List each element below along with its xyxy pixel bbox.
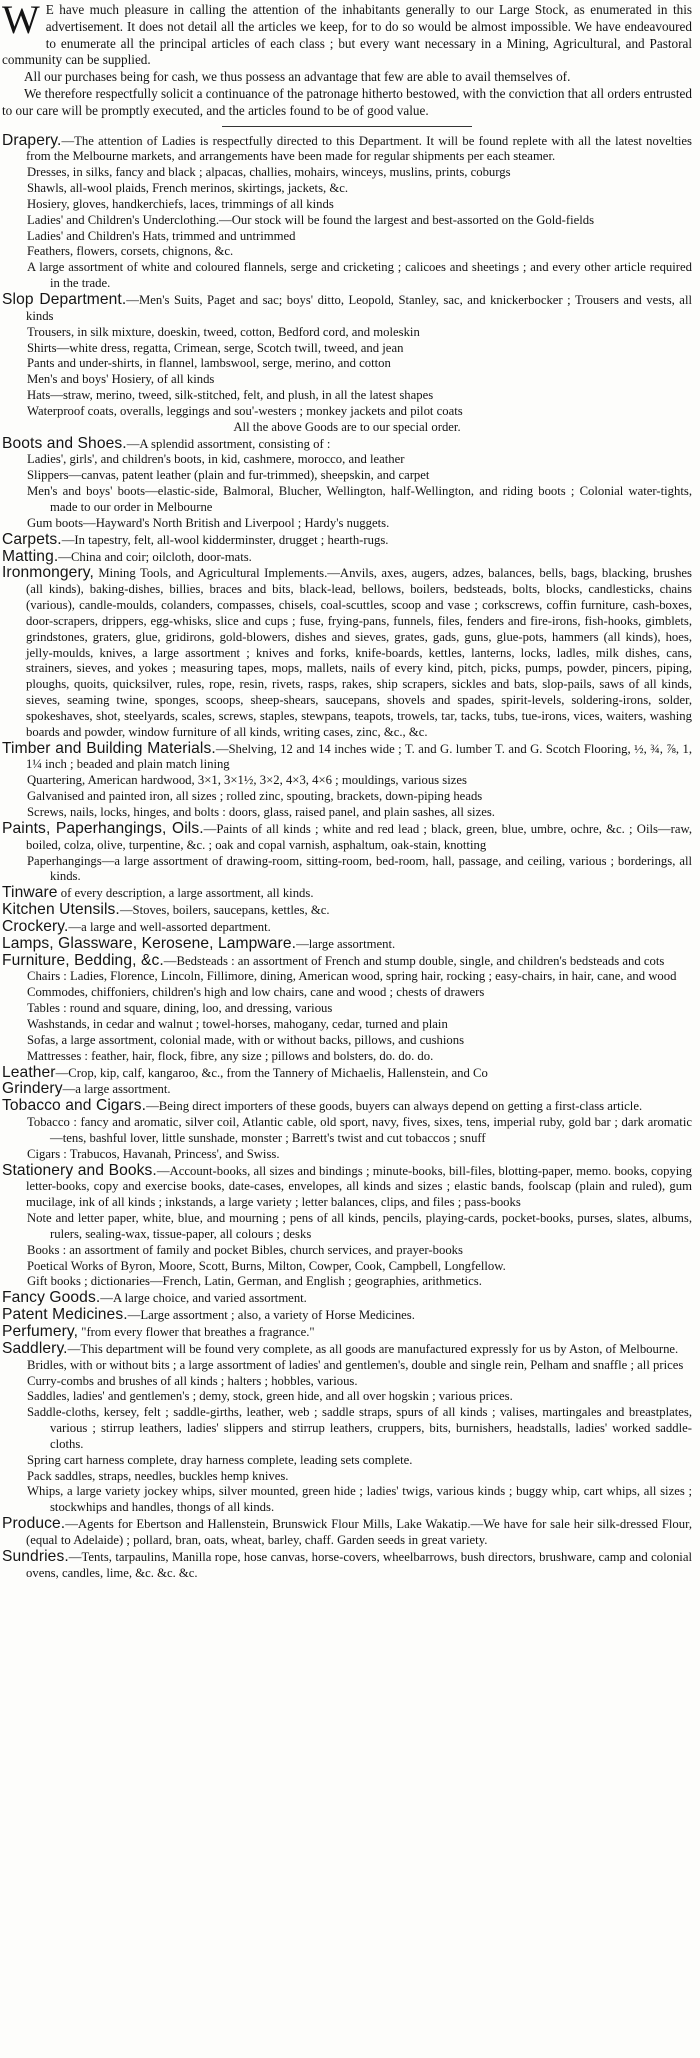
section-description: —In tapestry, felt, all-wool kidderminster, drugget ; hearth-rugs. xyxy=(61,532,389,547)
section-line: Whips, a large variety jockey whips, silver mounted, green hide ; ladies' twigs, various kinds ; buggy whip, cart whips, all sizes ; stockwhips and handles, thongs of all kinds. xyxy=(27,1484,692,1515)
section-title: Grindery xyxy=(2,1080,63,1098)
catalog-section xyxy=(2,953,692,1065)
section-line: Bridles, with or without bits ; a large assortment of ladies' and gentlemen's, double and single rein, Pelham and snaffle ; all prices xyxy=(27,1357,684,1372)
section-heading-line xyxy=(2,1516,692,1549)
section-description: —Large assortment ; also, a variety of Horse Medicines. xyxy=(127,1308,415,1323)
section-heading-line xyxy=(2,821,692,854)
section-title: Lamps, Glassware, Kerosene, Lampware. xyxy=(2,934,297,952)
catalog-section xyxy=(2,1163,692,1291)
catalog-section xyxy=(2,1341,692,1516)
section-line: Spring cart harness complete, dray harness complete, leading sets complete. xyxy=(27,1452,413,1467)
section-line: Feathers, flowers, corsets, chignons, &c. xyxy=(27,244,234,259)
section-description: —A large choice, and varied assortment. xyxy=(100,1291,307,1306)
section-heading-line xyxy=(2,436,692,453)
section-heading-line xyxy=(2,1081,692,1098)
section-title: Saddlery. xyxy=(2,1339,68,1357)
section-divider xyxy=(222,126,472,127)
catalog-section xyxy=(2,1549,692,1582)
section-heading-line xyxy=(2,902,692,919)
section-description: —Men's Suits, Paget and sac; boys' ditto, Leopold, Stanley, sac, and knickerbocker ; Trousers and vests, all kinds xyxy=(26,293,692,323)
section-line: Men's and boys' Hosiery, of all kinds xyxy=(27,372,215,387)
section-line: Chairs : Ladies, Florence, Lincoln, Fillimore, dining, American wood, spring hair, rocking ; easy-chairs, in hair, cane, and wood xyxy=(27,969,677,984)
section-line: Saddles, ladies' and gentlemen's ; demy, stock, green hide, and all over hogskin ; various prices. xyxy=(27,1389,513,1404)
section-description: —a large and well-assorted department. xyxy=(68,919,271,934)
section-line: Washstands, in cedar and walnut ; towel-horses, mahogany, cedar, turned and plain xyxy=(27,1016,448,1031)
section-line: Commodes, chiffoniers, children's high and low chairs, cane and wood ; chests of drawers xyxy=(27,985,485,1000)
section-line: Saddle-cloths, kersey, felt ; saddle-girths, leather, web ; saddle straps, spurs of all kinds ; valises, martingales and breastplates, various ; stirrup leathers, ladies' slippers and stirrup leathers, cruppers, bits, burnishers, headstalls, ladies' worked saddle-cloths. xyxy=(27,1405,692,1451)
section-title: Carpets. xyxy=(2,530,62,548)
section-title: Patent Medicines. xyxy=(2,1306,128,1324)
section-line: Hosiery, gloves, handkerchiefs, laces, trimmings of all kinds xyxy=(27,196,334,211)
section-line: Waterproof coats, overalls, leggings and sou'-westers ; monkey jackets and pilot coats xyxy=(27,403,463,418)
catalog-section xyxy=(2,549,692,566)
section-title: Tinware xyxy=(2,884,58,902)
catalog-section xyxy=(2,1516,692,1549)
intro-paragraph-2: All our purchases being for cash, we thus possess an advantage that few are able to avail themselves of. xyxy=(24,69,571,85)
catalog-section xyxy=(2,936,692,953)
section-line: Gift books ; dictionaries—French, Latin, German, and English ; geographies, arithmetics. xyxy=(27,1274,482,1289)
section-heading-line xyxy=(2,1324,692,1341)
section-description: —a large assortment. xyxy=(62,1082,171,1097)
section-line: Paperhangings—a large assortment of drawing-room, sitting-room, bed-room, hall, passage, and ceiling, various ; borderings, all kinds. xyxy=(27,853,692,884)
section-line: Tobacco : fancy and aromatic, silver coil, Atlantic cable, old sport, navy, fives, sixes, tens, imperial ruby, gold bar ; dark aromatic—tens, bashful lover, little sunshade, monster ; Barrett's twist and cut tobaccos ; snuff xyxy=(27,1115,692,1145)
section-line: Quartering, American hardwood, 3×1, 3×1½, 3×2, 4×3, 4×6 ; mouldings, various sizes xyxy=(27,773,467,788)
section-description: Mining Tools, and Agricultural Implements.—Anvils, axes, augers, adzes, balances, bells, bags, blacking, brushes (all kinds), baking-dishes, billies, braces and bits, black-lead, bellows, boilers, bedsteads, bolts, blocks, candlesticks, chains (various), candle-moulds, colanders, compasses, chisels, coal-scuttles, scoop and vase ; corkscrews, coffin furniture, cash-boxes, door-scrapers, drippers, egg-whisks, slice and cups ; fuse, frying-pans, funnels, files, fenders and fire-irons, fish-hooks, gimblets, grindstones, graters, glue, gridirons, gold-blowers, dishes and sieves, grates, gads, guns, glue-pots, hammers (all kinds), hoes, jelly-moulds, knives, a large assortment ; knives and forks, knife-boards, kettles, lanterns, locks, ladles, milk dishes, cans, strainers, sieves, and yokes ; measuring tapes, mops, mallets, nails of every kind, pitch, picks, pumps, powder, pincers, piping, ploughs, quoits, quicksilver, rules, rope, resin, rivets, rasps, rakes, ship scrapers, sickles and bats, slop-pails, saws of all kinds, sieves, seaming twine, sponges, scoops, sheep-shears, saucepans, shovels and spades, spirit-levels, soldering-irons, solder, spokeshaves, shot, steelyards, scales, screws, staples, stewpans, teapots, trowels, tar, tacks, tubs, tue-irons, vices, waiters, washing boards and powder, window furniture of all kinds, writing cases, zinc, &c., &c. xyxy=(26,566,692,739)
section-line: A large assortment of white and coloured flannels, serge and cricketing ; calicoes and sheetings ; and every other article required in the trade. xyxy=(27,260,692,291)
section-line: Slippers—canvas, patent leather (plain and fur-trimmed), sheepskin, and carpet xyxy=(27,468,430,483)
section-heading-line xyxy=(2,936,692,953)
section-line: Books : an assortment of family and pocket Bibles, church services, and prayer-books xyxy=(27,1242,463,1257)
section-title: Ironmongery, xyxy=(2,564,94,582)
catalog-section xyxy=(2,436,692,532)
section-line: Sofas, a large assortment, colonial made, with or without backs, pillows, and cushions xyxy=(27,1032,465,1047)
catalog-section xyxy=(2,1324,692,1341)
section-line: Dresses, in silks, fancy and black ; alpacas, challies, mohairs, winceys, muslins, prints, coburgs xyxy=(27,165,511,180)
section-description: —A splendid assortment, consisting of : xyxy=(126,436,331,451)
section-heading-line xyxy=(2,1163,692,1212)
section-heading-line xyxy=(2,953,692,970)
section-title: Furniture, Bedding, &c. xyxy=(2,951,164,969)
section-heading-line xyxy=(2,565,692,740)
catalog-section xyxy=(2,292,692,436)
catalog-section xyxy=(2,133,692,292)
catalog-section xyxy=(2,741,692,821)
section-title: Boots and Shoes. xyxy=(2,434,127,452)
section-title: Paints, Paperhangings, Oils. xyxy=(2,819,204,837)
section-line: Trousers, in silk mixture, doeskin, tweed, cotton, Bedford cord, and moleskin xyxy=(27,324,420,339)
catalog xyxy=(2,133,692,1582)
section-line: Pack saddles, straps, needles, buckles hemp knives. xyxy=(27,1468,289,1483)
section-description: —The attention of Ladies is respectfully directed to this Department. It will be found replete with all the latest novelties from the Melbourne markets, and arrangements have been made for regular shipments per each steamer. xyxy=(26,133,692,164)
section-heading-line xyxy=(2,292,692,325)
section-line: Ladies' and Children's Hats, trimmed and untrimmed xyxy=(27,228,296,243)
section-description: —Shelving, 12 and 14 inches wide ; T. and G. lumber T. and G. Scotch Flooring, ½, ¾, ⅞, 1, 1¼ inch ; beaded and plain match lining xyxy=(26,741,693,772)
catalog-section xyxy=(2,1290,692,1307)
catalog-section xyxy=(2,902,692,919)
section-heading-line xyxy=(2,885,692,902)
section-title: Perfumery, xyxy=(2,1323,79,1341)
catalog-section xyxy=(2,1065,692,1082)
section-title: Drapery. xyxy=(2,131,62,149)
section-description: —Agents for Ebertson and Hallenstein, Brunswick Flour Mills, Lake Wakatip.—We have for sale heir silk-dressed Flour, (equal to Adelaide) ; pollard, bran, oats, wheat, barley, chaff. Garden seeds in great variety. xyxy=(26,1517,692,1547)
catalog-section xyxy=(2,885,692,902)
catalog-section xyxy=(2,1098,692,1162)
section-line: Ladies', girls', and children's boots, in kid, cashmere, morocco, and leather xyxy=(27,452,405,467)
section-heading-line xyxy=(2,1290,692,1307)
section-title: Leather xyxy=(2,1063,56,1081)
drop-cap: W xyxy=(2,0,40,42)
section-heading-line xyxy=(2,919,692,936)
intro-paragraph-1-text: E have much pleasure in calling the attention of the inhabitants generally to our Large Stock, as enumerated in this advertisement. It does not detail all the articles we keep, for to do so would be almost impossible. We have endeavoured to enumerate all the principal articles of each class ; but every want necessary in a Mining, Agricultural, and Pastoral community can be supplied. xyxy=(2,2,692,68)
section-description: —Stoves, boilers, saucepans, kettles, &c. xyxy=(119,903,330,918)
section-line: Curry-combs and brushes of all kinds ; halters ; hobbles, various. xyxy=(27,1373,358,1388)
section-line: Tables : round and square, dining, loo, and dressing, various xyxy=(27,1001,333,1016)
section-line: Note and letter paper, white, blue, and mourning ; pens of all kinds, pencils, playing-cards, pocket-books, purses, slates, albums, rulers, sealing-wax, tissue-paper, all colours ; desks xyxy=(27,1211,692,1241)
section-line: Screws, nails, locks, hinges, and bolts : doors, glass, raised panel, and plain sashes, all sizes. xyxy=(27,805,495,820)
catalog-section xyxy=(2,565,692,740)
section-title: Slop Department. xyxy=(2,291,127,309)
section-line: Cigars : Trabucos, Havanah, Princess', and Swiss. xyxy=(27,1146,280,1161)
section-description: "from every flower that breathes a fragrance." xyxy=(78,1325,315,1340)
section-heading-line xyxy=(2,1065,692,1082)
section-description: —This department will be found very complete, as all goods are manufactured expressly for us by Aston, of Melbourne. xyxy=(67,1341,679,1356)
catalog-section xyxy=(2,1307,692,1324)
section-title: Tobacco and Cigars. xyxy=(2,1097,147,1115)
section-description: of every description, a large assortment, all kinds. xyxy=(57,886,314,901)
section-description: —Tents, tarpaulins, Manilla rope, hose canvas, horse-covers, wheelbarrows, bush directors, brushware, camp and colonial ovens, candles, lime, &c. &c. &c. xyxy=(26,1549,692,1580)
section-heading-line xyxy=(2,1549,692,1582)
section-line: Mattresses : feather, hair, flock, fibre, any size ; pillows and bolsters, do. do. do. xyxy=(27,1048,434,1063)
section-description: —Paints of all kinds ; white and red lead ; black, green, blue, umbre, ochre, &c. ; Oils—raw, boiled, colza, olive, turpentine, &c. ; oak and copal varnish, asphaltum, oak-stain, knotting xyxy=(26,821,692,852)
section-description: —Bedsteads : an assortment of French and stump double, single, and children's bedsteads and cots xyxy=(163,953,665,968)
section-description: —Crop, kip, calf, kangaroo, &c., from the Tannery of Michaelis, Hallenstein, and Co xyxy=(55,1065,488,1080)
section-heading-line xyxy=(2,1307,692,1324)
intro-paragraph-1 xyxy=(2,2,692,69)
section-description: —Account-books, all sizes and bindings ; minute-books, bill-files, blotting-paper, memo. books, copying letter-books, copy and exercise books, date-cases, envelopes, all kinds and sizes ; elastic bands, foolscap (plain and ruled), gum mucilage, ink of all kinds ; inkstands, a large variety ; letter balances, clips, and files ; pass-books xyxy=(26,1163,692,1210)
section-heading-line xyxy=(2,1341,692,1358)
section-line: Shirts—white dress, regatta, Crimean, serge, Scotch twill, tweed, and jean xyxy=(27,340,404,355)
section-line: Gum boots—Hayward's North British and Liverpool ; Hardy's nuggets. xyxy=(27,515,390,530)
section-description: —China and coir; oilcloth, door-mats. xyxy=(58,549,252,564)
section-heading-line xyxy=(2,741,692,774)
section-title: Stationery and Books. xyxy=(2,1161,157,1179)
section-description: —Being direct importers of these goods, buyers can always depend on getting a first-class article. xyxy=(146,1099,643,1114)
catalog-section xyxy=(2,919,692,936)
introduction xyxy=(2,2,692,120)
section-heading-line xyxy=(2,549,692,566)
section-line: Ladies' and Children's Underclothing.—Our stock will be found the largest and best-assorted on the Gold-fields xyxy=(27,212,595,227)
section-line: Men's and boys' boots—elastic-side, Balmoral, Blucher, Wellington, half-Wellington, and riding boots ; Colonial water-tights, made to our order in Melbourne xyxy=(27,484,692,514)
section-title: Kitchen Utensils. xyxy=(2,901,120,919)
section-footer-note: All the above Goods are to our special order. xyxy=(233,419,461,434)
section-line: Galvanised and painted iron, all sizes ; rolled zinc, spouting, brackets, down-piping heads xyxy=(27,789,483,804)
section-description: —large assortment. xyxy=(296,936,396,951)
catalog-section xyxy=(2,821,692,885)
section-title: Sundries. xyxy=(2,1547,69,1565)
section-heading-line xyxy=(2,133,692,166)
intro-paragraph-3: We therefore respectfully solicit a continuance of the patronage hitherto bestowed, with the conviction that all orders entrusted to our care will be promptly executed, and the articles found to be of good value. xyxy=(2,85,692,118)
section-heading-line xyxy=(2,1098,692,1115)
section-title: Crockery. xyxy=(2,917,69,935)
section-heading-line xyxy=(2,532,692,549)
catalog-section xyxy=(2,532,692,549)
section-line: Shawls, all-wool plaids, French merinos, skirtings, jackets, &c. xyxy=(27,181,349,196)
section-title: Timber and Building Materials. xyxy=(2,739,216,757)
section-title: Matting. xyxy=(2,547,59,565)
section-line: Hats—straw, merino, tweed, silk-stitched, felt, and plush, in all the latest shapes xyxy=(27,388,434,403)
section-title: Fancy Goods. xyxy=(2,1289,101,1307)
section-title: Produce. xyxy=(2,1515,66,1533)
section-line: Poetical Works of Byron, Moore, Scott, Burns, Milton, Cowper, Cook, Campbell, Longfellow. xyxy=(27,1258,506,1273)
section-line: Pants and under-shirts, in flannel, lambswool, serge, merino, and cotton xyxy=(27,356,391,371)
catalog-section xyxy=(2,1081,692,1098)
